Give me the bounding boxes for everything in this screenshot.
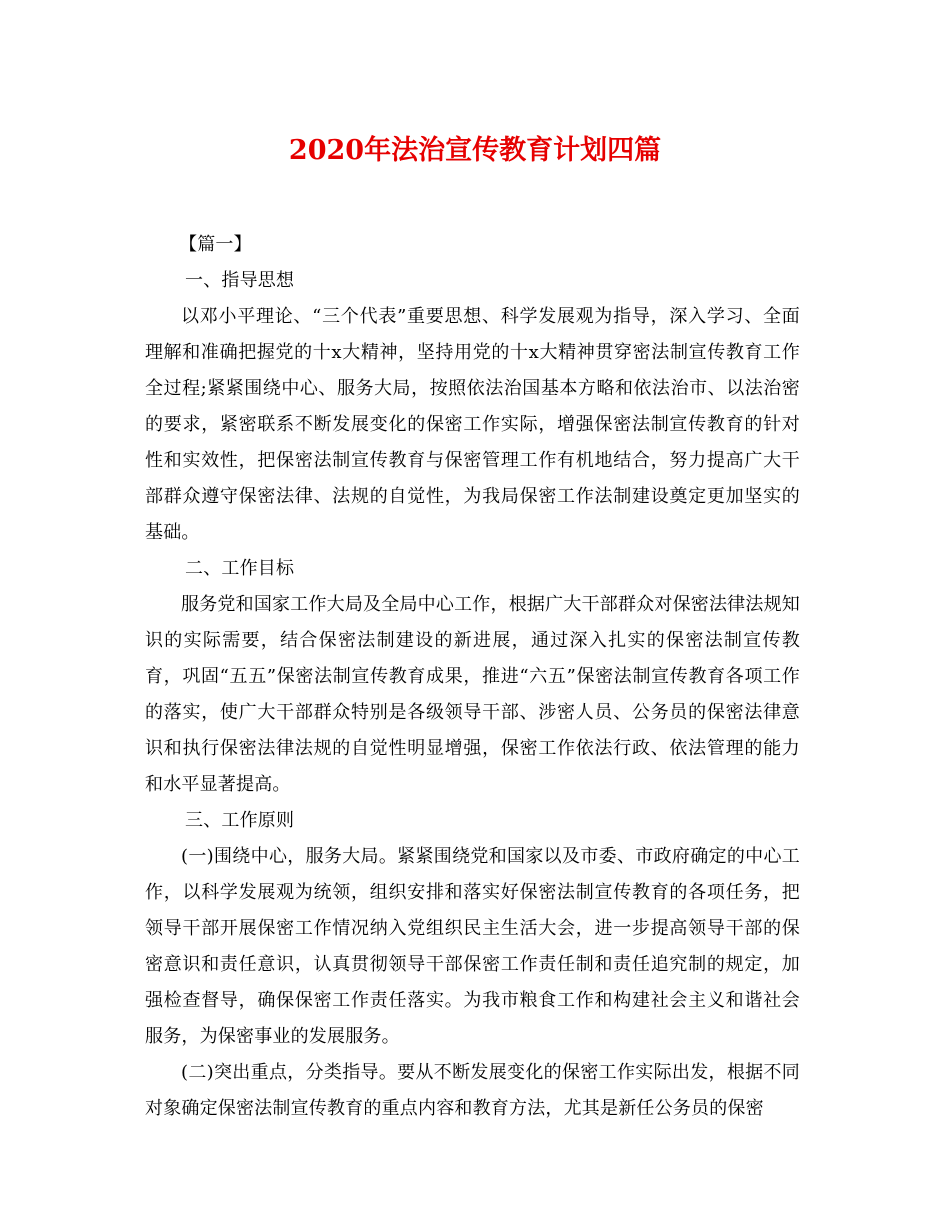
section-label: 【篇一】 bbox=[179, 234, 252, 255]
body-paragraph: 服务党和国家工作大局及全局中心工作，根据广大干部群众对保密法律法规知识的实际需要，结合保密法制建设的新进展，通过深入扎实的保密法制宣传教育，巩固“五五”保密法制宣传教育成果，推进“六五”保密法制宣传教育各项工作的落实，使广大干部群众特别是各级领导干部、涉密人员、公务员的保密法律意识和执行保密法律法规的自觉性明显增强，保密工作依法行政、依法管理的能力和水平显著提高。 bbox=[145, 594, 800, 795]
body-paragraph: (一)围绕中心，服务大局。紧紧围绕党和国家以及市委、市政府确定的中心工作，以科学发展观为统领，组织安排和落实好保密法制宣传教育的各项任务，把领导干部开展保密工作情况纳入党组织民主生活大会，进一步提高领导干部的保密意识和责任意识，认真贯彻领导干部保密工作责任制和责任追究制的规定，加强检查督导，确保保密工作责任落实。为我市粮食工作和构建社会主义和谐社会服务，为保密事业的发展服务。 bbox=[145, 846, 800, 1047]
body-paragraph: 以邓小平理论、“三个代表”重要思想、科学发展观为指导，深入学习、全面理解和准确把握党的十x大精神，坚持用党的十x大精神贯穿密法制宣传教育工作全过程;紧紧围绕中心、服务大局，按照依法治国基本方略和依法治市、以法治密的要求，紧密联系不断发展变化的保密工作实际，增强保密法制宣传教育的针对性和实效性，把保密法制宣传教育与保密管理工作有机地结合，努力提高广大干部群众遵守保密法律、法规的自觉性，为我局保密工作法制建设奠定更加坚实的基础。 bbox=[145, 306, 800, 543]
section-heading: 三、工作原则 bbox=[185, 810, 295, 831]
section-heading: 二、工作目标 bbox=[185, 558, 295, 579]
section-heading: 一、指导思想 bbox=[185, 270, 295, 291]
document-body bbox=[145, 227, 800, 1127]
document-title: 2020年法治宣传教育计划四篇 bbox=[288, 135, 662, 166]
body-paragraph: (二)突出重点，分类指导。要从不断发展变化的保密工作实际出发，根据不同对象确定保密法制宣传教育的重点内容和教育方法，尤其是新任公务员的保密 bbox=[145, 1062, 800, 1119]
